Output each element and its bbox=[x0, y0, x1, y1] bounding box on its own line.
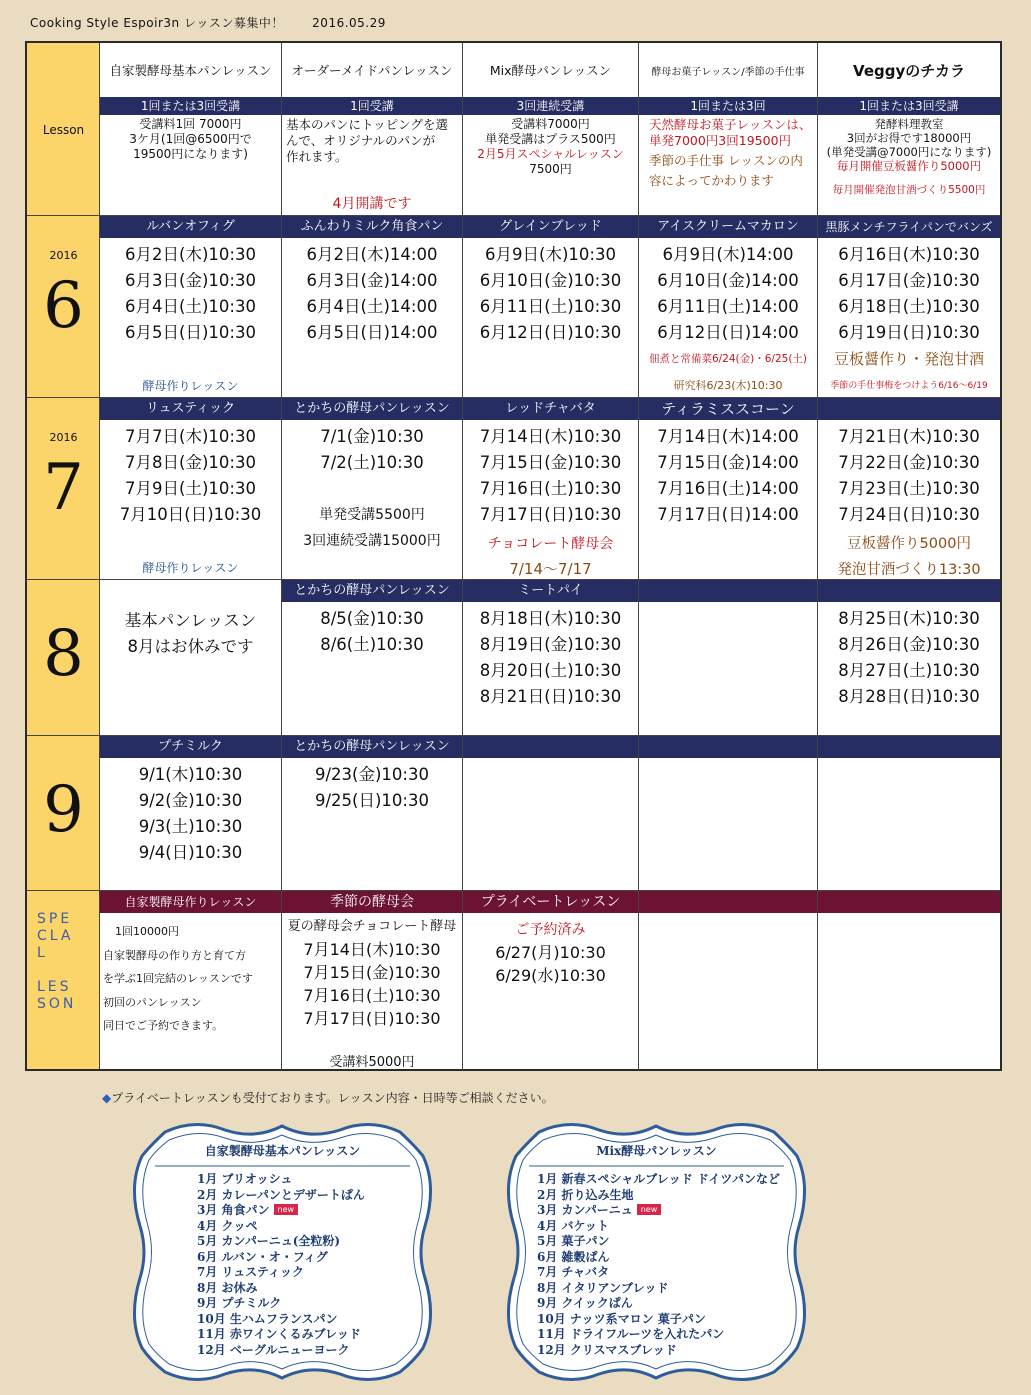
lesson-title-bar: ミートパイ bbox=[463, 580, 638, 602]
plaque-title: 自家製酵母基本パンレッスン bbox=[204, 1144, 361, 1158]
cell-note: 酵母作りレッスン bbox=[142, 379, 239, 393]
header-title: Cooking Style Espoir3n レッスン募集中！ bbox=[30, 16, 284, 30]
list-item: 3月 カンパーニュ new bbox=[537, 1203, 780, 1219]
july-cell-5 bbox=[818, 398, 1000, 580]
june-row-label bbox=[27, 216, 100, 398]
september-cell-3 bbox=[463, 736, 639, 891]
lesson-description: 天然酵母お菓子レッスンは、 単発7000円3回19500円 季節の手仕事 レッスンの内 容によってかわります bbox=[649, 117, 812, 188]
column-subheading: 1回または3回受講 bbox=[100, 97, 281, 115]
mix-lesson-plaque bbox=[499, 1116, 814, 1388]
july-cell-3 bbox=[463, 398, 639, 580]
cell-note-2: 7/14〜7/17 bbox=[509, 560, 592, 578]
august-month: 8 bbox=[43, 617, 84, 691]
cell-note: 豆板醤作り5000円 bbox=[847, 536, 971, 552]
july-month: 7 bbox=[43, 451, 84, 525]
cell-note-2: 研究科6/23(木)10:30 bbox=[673, 379, 783, 392]
lesson-title-bar bbox=[818, 580, 1000, 602]
list-item: 7月 リュスティック bbox=[197, 1265, 304, 1279]
page-header bbox=[30, 14, 386, 31]
column-subheading: 1回または3回 bbox=[639, 97, 817, 115]
schedule-lines: 6月2日(木)14:00 6月3日(金)14:00 6月4日(土)14:00 6月5日(日)14:00 bbox=[306, 245, 438, 342]
list-item: 4月 クッペ bbox=[197, 1218, 258, 1233]
july-year: 2016 bbox=[49, 431, 78, 444]
june-year: 2016 bbox=[49, 249, 78, 262]
august-cell-2 bbox=[282, 580, 463, 736]
schedule-lines: 8月18日(木)10:30 8月19日(金)10:30 8月20日(土)10:30 8月21日(日)10:30 bbox=[479, 609, 622, 706]
july-cell-2 bbox=[282, 398, 463, 580]
list-item: 11月 ドライフルーツを入れたパン bbox=[537, 1327, 725, 1341]
list-item: 8月 お休み bbox=[197, 1280, 258, 1295]
june-cell-4 bbox=[639, 216, 818, 398]
june-cell-1 bbox=[100, 216, 282, 398]
list-item: 5月 菓子パン bbox=[537, 1234, 610, 1248]
schedule-lines: 6月2日(木)10:30 6月3日(金)10:30 6月4日(土)10:30 6月5日(日)10:30 bbox=[125, 245, 256, 342]
september-month: 9 bbox=[43, 773, 84, 847]
list-item: 7月 チャバタ bbox=[537, 1265, 610, 1279]
lesson-description: 基本のパンにトッピングを選 んで、オリジナルのパンが 作れます。 bbox=[286, 117, 448, 164]
schedule-lines: 9/23(金)10:30 9/25(日)10:30 bbox=[315, 765, 429, 810]
september-cell-5 bbox=[818, 736, 1000, 891]
list-item: 2月 カレーパンとデザートぱん bbox=[197, 1187, 365, 1202]
lesson-title-bar: とかちの酵母パンレッスン bbox=[282, 736, 462, 758]
september-cell-2 bbox=[282, 736, 463, 891]
lesson-description: 受講料7000円 単発受講はプラス500円 2月5月スペシャルレッスン 7500円 bbox=[477, 117, 624, 176]
list-item: 11月 赤ワインくるみブレッド bbox=[197, 1327, 361, 1341]
schedule-lines: 7月7日(木)10:30 7月8日(金)10:30 7月9日(土)10:30 7月10日(日)10:30 bbox=[119, 427, 262, 524]
list-item: 5月 カンパーニュ(全粒粉) bbox=[197, 1234, 341, 1248]
column-subheading: 1回または3回受講 bbox=[818, 97, 1000, 115]
lesson-title-bar bbox=[639, 891, 817, 913]
schedule-table bbox=[25, 41, 1002, 1071]
september-cell-1 bbox=[100, 736, 282, 891]
special-cell-2 bbox=[282, 891, 463, 1071]
header-date: 2016.05.29 bbox=[312, 16, 386, 30]
lesson-title-bar: ティラミススコーン bbox=[639, 398, 817, 420]
june-month: 6 bbox=[43, 269, 84, 343]
column-heading: オーダーメイドパンレッスン bbox=[282, 43, 462, 97]
june-cell-3 bbox=[463, 216, 639, 398]
list-item: 10月 生ハムフランスパン bbox=[197, 1311, 338, 1326]
june-cell-2 bbox=[282, 216, 463, 398]
special-description: 1回10000円 自家製酵母の作り方と育て方 を学ぶ1回完結のレッスンです 初回のパンレッスン 同日でご予約できます。 bbox=[103, 925, 253, 1032]
schedule-lines: 7月14日(木)14:00 7月15日(金)14:00 7月16日(土)14:00 7月17日(日)14:00 bbox=[657, 427, 799, 524]
lesson-cell-4 bbox=[639, 43, 818, 216]
list-item: 9月 プチミルク bbox=[197, 1296, 282, 1310]
footnote bbox=[102, 1089, 554, 1106]
lesson-title-bar bbox=[818, 891, 1000, 913]
lesson-description: 発酵料理教室 3回がお得です18000円 (単発受講@7000円になります) 毎月開催豆板醤作り5000円 毎月開催発泡甘酒づくり5500円 bbox=[826, 117, 992, 196]
schedule-lines: 6月16日(木)10:30 6月17日(金)10:30 6月18日(土)10:30 6月19日(日)10:30 bbox=[838, 245, 980, 342]
basic-lesson-plaque bbox=[125, 1116, 440, 1388]
lesson-title-bar bbox=[463, 736, 638, 758]
cell-note: チョコレート酵母会 bbox=[487, 536, 614, 552]
list-item: 12月 ベーグルニューヨーク bbox=[197, 1342, 350, 1357]
august-row-label bbox=[27, 580, 100, 736]
schedule-lines: 6/27(月)10:30 6/29(水)10:30 bbox=[495, 943, 606, 985]
lesson-title-bar: とかちの酵母パンレッスン bbox=[282, 580, 462, 602]
schedule-lines: 9/1(木)10:30 9/2(金)10:30 9/3(土)10:30 9/4(日)10:30 bbox=[138, 765, 243, 862]
schedule-lines: 7/1(金)10:30 7/2(土)10:30 単発受講5500円 3回連続受講15000円 bbox=[303, 427, 441, 549]
list-item: 1月 ブリオッシュ bbox=[197, 1172, 293, 1186]
plaque-title: Mix酵母パンレッスン bbox=[596, 1144, 717, 1158]
august-cell-3 bbox=[463, 580, 639, 736]
column-heading: Veggyのチカラ bbox=[818, 43, 1000, 97]
cell-note: 酵母作りレッスン bbox=[142, 561, 239, 575]
july-cell-1 bbox=[100, 398, 282, 580]
lesson-title-bar: グレインブレッド bbox=[463, 216, 638, 238]
lesson-title-bar bbox=[818, 398, 1000, 420]
column-subheading: 3回連続受講 bbox=[463, 97, 638, 115]
list-item: 4月 バケット bbox=[537, 1218, 609, 1233]
schedule-lines: 夏の酵母会チョコレート酵母 7月14日(木)10:30 7月15日(金)10:30 7月16日(土)10:30 7月17日(日)10:30 bbox=[287, 919, 457, 1028]
lesson-cell-3 bbox=[463, 43, 639, 216]
special-cell-4 bbox=[639, 891, 818, 1071]
july-row-label bbox=[27, 398, 100, 580]
footnote-text: プライベートレッスンも受付ております。レッスン内容・日時等ご相談ください。 bbox=[111, 1091, 554, 1105]
september-cell-4 bbox=[639, 736, 818, 891]
lesson-title-bar: リュスティック bbox=[100, 398, 281, 420]
column-subheading: 1回受講 bbox=[282, 97, 462, 115]
lesson-cell-1 bbox=[100, 43, 282, 216]
cell-note: 受講料5000円 bbox=[329, 1055, 415, 1070]
list-item: 12月 クリスマスブレッド bbox=[537, 1342, 677, 1357]
list-item: 6月 ルバン・オ・フィグ bbox=[197, 1249, 328, 1264]
schedule-lines: 基本パンレッスン 8月はお休みです bbox=[124, 611, 257, 656]
lesson-label: Lesson bbox=[42, 123, 85, 137]
column-heading: Mix酵母パンレッスン bbox=[463, 43, 638, 97]
lesson-cell-5 bbox=[818, 43, 1000, 216]
lesson-title-bar: 自家製酵母作りレッスン bbox=[100, 891, 281, 913]
lesson-title-bar: とかちの酵母パンレッスン bbox=[282, 398, 462, 420]
plaque-list bbox=[197, 1172, 365, 1358]
special-row-label bbox=[27, 891, 100, 1071]
list-item: 3月 角食パン new bbox=[197, 1203, 365, 1219]
lesson-title-bar: レッドチャバタ bbox=[463, 398, 638, 420]
schedule-lines: 6月9日(木)14:00 6月10日(金)14:00 6月11日(土)14:00 6月12日(日)14:00 bbox=[657, 245, 799, 342]
lesson-description: 受講料1回 7000円 3ケ月(1回@6500円で 19500円になります) bbox=[129, 117, 252, 161]
list-item: 10月 ナッツ系マロン 菓子パン bbox=[537, 1311, 706, 1326]
cell-note-2: 季節の手仕事梅をつけよう6/16〜6/19 bbox=[830, 381, 988, 391]
lesson-title-bar: 季節の酵母会 bbox=[282, 891, 462, 913]
schedule-lines: 6月9日(木)10:30 6月10日(金)10:30 6月11日(土)10:30 6月12日(日)10:30 bbox=[479, 245, 622, 342]
cell-note: 佃煮と常備菜6/24(金)・6/25(土) bbox=[648, 353, 808, 365]
schedule-lines: 7月14日(木)10:30 7月15日(金)10:30 7月16日(土)10:30 7月17日(日)10:30 bbox=[479, 427, 622, 524]
diamond-icon: ◆ bbox=[102, 1091, 112, 1105]
cell-note-2: 発泡甘酒づくり13:30 bbox=[837, 562, 981, 578]
lesson-title-bar: ルバンオフィグ bbox=[100, 216, 281, 238]
list-item: 8月 イタリアンブレッド bbox=[537, 1280, 669, 1295]
lesson-title-bar: アイスクリームマカロン bbox=[639, 216, 817, 238]
list-item: 9月 クイックぱん bbox=[537, 1296, 633, 1310]
august-cell-5 bbox=[818, 580, 1000, 736]
august-cell-4 bbox=[639, 580, 818, 736]
new-badge: new bbox=[637, 1204, 662, 1215]
list-item: 6月 雑穀ぱん bbox=[537, 1249, 610, 1264]
cell-note: ご予約済み bbox=[515, 922, 586, 938]
lesson-row-label bbox=[27, 43, 100, 216]
lesson-cell-2 bbox=[282, 43, 463, 216]
lesson-title-bar: 黒豚メンチフライパンでバンズ bbox=[818, 216, 1000, 238]
lesson-opening-note: 4月開講です bbox=[332, 196, 412, 212]
august-cell-1 bbox=[100, 580, 282, 736]
schedule-lines: 8/5(金)10:30 8/6(土)10:30 bbox=[320, 609, 424, 654]
lesson-title-bar: プライベートレッスン bbox=[463, 891, 638, 913]
special-cell-3 bbox=[463, 891, 639, 1071]
june-cell-5 bbox=[818, 216, 1000, 398]
left-column bbox=[27, 43, 100, 1069]
lesson-title-bar bbox=[639, 736, 817, 758]
list-item: 1月 新春スペシャルブレッド ドイツパンなど bbox=[537, 1172, 781, 1186]
lesson-title-bar: プチミルク bbox=[100, 736, 281, 758]
lesson-title-bar bbox=[818, 736, 1000, 758]
special-cell-5 bbox=[818, 891, 1000, 1071]
new-badge: new bbox=[274, 1204, 299, 1215]
september-row-label bbox=[27, 736, 100, 891]
special-cell-1 bbox=[100, 891, 282, 1071]
plaque-list bbox=[537, 1172, 780, 1358]
list-item: 2月 折り込み生地 bbox=[537, 1187, 634, 1202]
column-heading: 自家製酵母基本パンレッスン bbox=[100, 43, 281, 97]
lesson-title-bar: ふんわりミルク角食パン bbox=[282, 216, 462, 238]
cell-note: 豆板醤作り・発泡甘酒 bbox=[833, 350, 984, 368]
schedule-lines: 7月21日(木)10:30 7月22日(金)10:30 7月23日(土)10:30 7月24日(日)10:30 bbox=[838, 427, 980, 524]
july-cell-4 bbox=[639, 398, 818, 580]
special-lesson-label: SPE CLA L LES SON bbox=[37, 911, 77, 1012]
schedule-lines: 8月25日(木)10:30 8月26日(金)10:30 8月27日(土)10:30 8月28日(日)10:30 bbox=[838, 609, 980, 706]
lesson-title-bar bbox=[639, 580, 817, 602]
column-heading: 酵母お菓子レッスン/季節の手仕事 bbox=[639, 43, 817, 97]
